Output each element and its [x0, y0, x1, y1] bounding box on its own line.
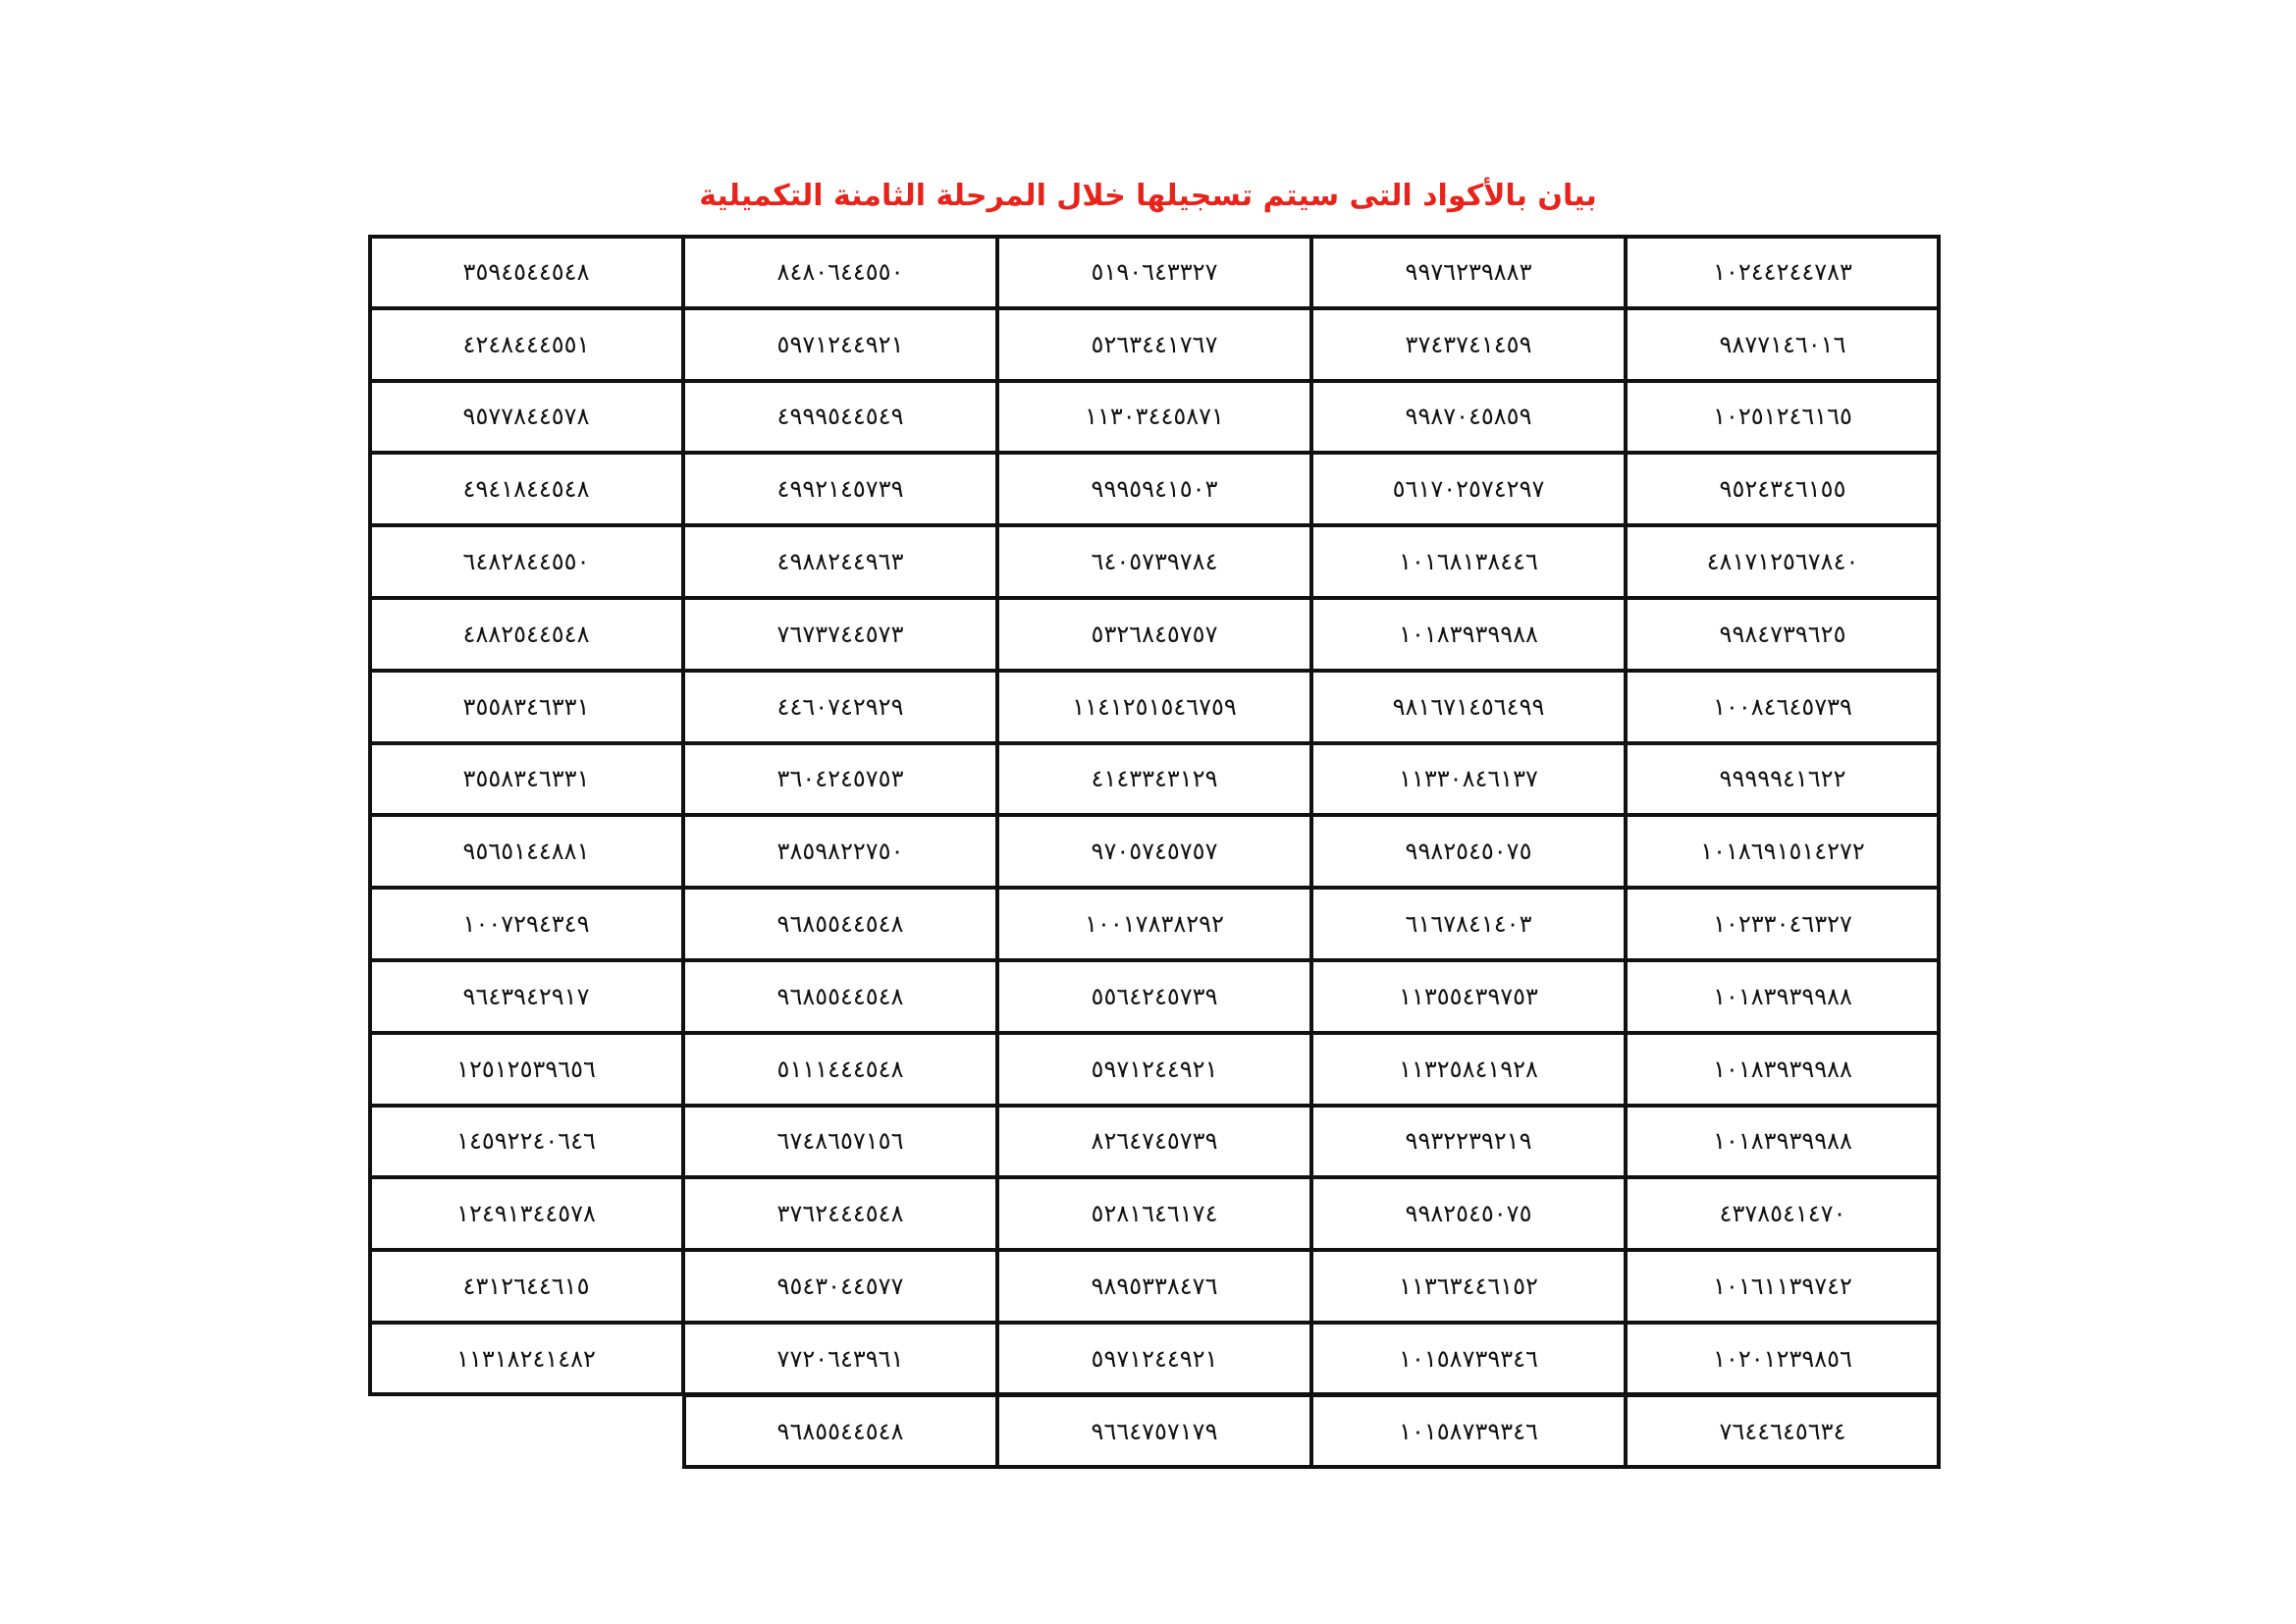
- table-cell: ٩٩٨٤٧٣٩٦٢٥: [1626, 598, 1940, 671]
- table-cell: ١١٣٢٥٨٤١٩٢٨: [1311, 1033, 1626, 1106]
- table-cell: ١١٣٠٣٤٤٥٨٧١: [997, 381, 1311, 454]
- table-cell: ٣٧٦٢٤٤٤٥٤٨: [683, 1177, 997, 1250]
- table-cell: ٤٣١٢٦٤٤٦١٥: [369, 1250, 683, 1323]
- table-cell: ١٠١٦٨١٣٨٤٤٦: [1311, 525, 1626, 598]
- table-cell: ١٠٠٨٤٦٤٥٧٣٩: [1626, 671, 1940, 743]
- table-cell: ٩٩٩٥٩٤١٥٠٣: [997, 453, 1311, 525]
- table-cell: ١٠١٨٣٩٣٩٩٨٨: [1626, 1106, 1940, 1178]
- page-title: بيان بالأكواد التى سيتم تسجيلها خلال المرحلة الثامنة التكميلية: [699, 179, 1597, 213]
- table-cell: ٧٧٢٠٦٤٣٩٦١: [683, 1323, 997, 1395]
- table-cell: ٤٨٨٢٥٤٤٥٤٨: [369, 598, 683, 671]
- table-cell: ١٠٠٧٢٩٤٣٤٩: [369, 888, 683, 960]
- table-cell: ٩٦٨٥٥٤٤٥٤٨: [683, 960, 997, 1033]
- table-cell: ٣٥٥٨٣٤٦٣٣١: [369, 743, 683, 816]
- table-cell: ١٢٤٩١٣٤٤٥٧٨: [369, 1177, 683, 1250]
- table-cell: ٥١٩٠٦٤٣٣٢٧: [997, 236, 1311, 308]
- table-cell: ١٠٠١٧٨٣٨٢٩٢: [997, 888, 1311, 960]
- table-cell: ٤٩٨٨٢٤٤٩٦٣: [683, 525, 997, 598]
- table-cell: ٤٣٧٨٥٤١٤٧٠: [1626, 1177, 1940, 1250]
- table-cell: ٤٢٤٨٤٤٤٥٥١: [369, 308, 683, 381]
- table-cell: ٤٩٩٢١٤٥٧٣٩: [683, 453, 997, 525]
- table-cell: ٧٦٧٣٧٤٤٥٧٣: [683, 598, 997, 671]
- table-cell: ٣٨٥٩٨٢٢٧٥٠: [683, 815, 997, 888]
- table-cell: ١٠٢٥١٢٤٦١٦٥: [1626, 381, 1940, 454]
- table-cell: ٩٦٤٣٩٤٢٩١٧: [369, 960, 683, 1033]
- table-cell: ٣٥٥٨٣٤٦٣٣١: [369, 671, 683, 743]
- table-cell: ١٠٢٠١٢٣٩٨٥٦: [1626, 1323, 1940, 1395]
- table-cell: ١٠١٥٨٧٣٩٣٤٦: [1311, 1323, 1626, 1395]
- table-cell: ٩٥٧٧٨٤٤٥٧٨: [369, 381, 683, 454]
- table-cell: ٥٩٧١٢٤٤٩٢١: [997, 1033, 1311, 1106]
- table-cell: ٩٨٩٥٣٣٨٤٧٦: [997, 1250, 1311, 1323]
- table-cell: ٥٦١٧٠٢٥٧٤٢٩٧: [1311, 453, 1626, 525]
- table-cell: ٩٥٦٥١٤٤٨٨١: [369, 815, 683, 888]
- table-cell: ١٢٥١٢٥٣٩٦٥٦: [369, 1033, 683, 1106]
- table-cell: ٩٨١٦٧١٤٥٦٤٩٩: [1311, 671, 1626, 743]
- table-cell: ٧٦٤٤٦٤٥٦٣٤: [1626, 1395, 1940, 1468]
- table-cell: ١٠١٥٨٧٣٩٣٤٦: [1311, 1395, 1626, 1468]
- table-cell: ٩٩٨٢٥٤٥٠٧٥: [1311, 1177, 1626, 1250]
- table-cell: ٩٩٩٩٩٤١٦٢٢: [1626, 743, 1940, 816]
- table-cell: ٩٦٦٤٧٥٧١٧٩: [997, 1395, 1311, 1468]
- table-cell: ١١٣٥٥٤٣٩٧٥٣: [1311, 960, 1626, 1033]
- table-cell: ٦٤٠٥٧٣٩٧٨٤: [997, 525, 1311, 598]
- table-cell: ١١٣١٨٢٤١٤٨٢: [369, 1323, 683, 1395]
- table-cell: ٥٩٧١٢٤٤٩٢١: [997, 1323, 1311, 1395]
- table-cell: ٦٧٤٨٦٥٧١٥٦: [683, 1106, 997, 1178]
- table-cell: ٩٥٢٤٣٤٦١٥٥: [1626, 453, 1940, 525]
- table-cell: ١٤٥٩٢٢٤٠٦٤٦: [369, 1106, 683, 1178]
- table-cell: ٦١٦٧٨٤١٤٠٣: [1311, 888, 1626, 960]
- table-cell: ١٠١٨٦٩١٥١٤٢٧٢: [1626, 815, 1940, 888]
- table-cell: ٩٩٨٧٠٤٥٨٥٩: [1311, 381, 1626, 454]
- table-cell: ١٠١٨٣٩٣٩٩٨٨: [1311, 598, 1626, 671]
- table-cell: ٤٨١٧١٢٥٦٧٨٤٠: [1626, 525, 1940, 598]
- table-cell: ٩٩٧٦٢٣٩٨٨٣: [1311, 236, 1626, 308]
- table-cell: ٦٤٨٢٨٤٤٥٥٠: [369, 525, 683, 598]
- table-cell: ٤١٤٣٣٤٣١٢٩: [997, 743, 1311, 816]
- table-cell: ٤٤٦٠٧٤٢٩٢٩: [683, 671, 997, 743]
- table-cell: ٤٩٤١٨٤٤٥٤٨: [369, 453, 683, 525]
- table-cell: ٩٧٠٥٧٤٥٧٥٧: [997, 815, 1311, 888]
- table-cell: ٥٢٦٣٤٤١٧٦٧: [997, 308, 1311, 381]
- table-cell: ١١٤١٢٥١٥٤٦٧٥٩: [997, 671, 1311, 743]
- table-cell: ٥٣٢٦٨٤٥٧٥٧: [997, 598, 1311, 671]
- table-cell: ٩٩٣٢٢٣٩٢١٩: [1311, 1106, 1626, 1178]
- table-cell: ٣٥٩٤٥٤٤٥٤٨: [369, 236, 683, 308]
- table-cell: ٩٦٨٥٥٤٤٥٤٨: [683, 888, 997, 960]
- table-cell: ٤٩٩٩٥٤٤٥٤٩: [683, 381, 997, 454]
- table-cell: ١٠١٨٣٩٣٩٩٨٨: [1626, 1033, 1940, 1106]
- table-cell: ٩٥٤٣٠٤٤٥٧٧: [683, 1250, 997, 1323]
- codes-table: [369, 236, 1940, 1467]
- table-cell: ١٠١٨٣٩٣٩٩٨٨: [1626, 960, 1940, 1033]
- table-cell: ١٠١٦١١٣٩٧٤٢: [1626, 1250, 1940, 1323]
- table-cell: ٥١١١٤٤٤٥٤٨: [683, 1033, 997, 1106]
- table-cell: ٣٧٤٣٧٤١٤٥٩: [1311, 308, 1626, 381]
- table-cell: ٣٦٠٤٢٤٥٧٥٣: [683, 743, 997, 816]
- table-cell: ٩٦٨٥٥٤٤٥٤٨: [683, 1395, 997, 1468]
- table-cell: ١٠٢٣٣٠٤٦٣٢٧: [1626, 888, 1940, 960]
- table-cell: ٥٢٨١٦٤٦١٧٤: [997, 1177, 1311, 1250]
- table-cell: ٨٤٨٠٦٤٤٥٥٠: [683, 236, 997, 308]
- table-cell: ٨٢٦٤٧٤٥٧٣٩: [997, 1106, 1311, 1178]
- table-cell: ١١٣٣٠٨٤٦١٣٧: [1311, 743, 1626, 816]
- table-cell: ٩٨٧٧١٤٦٠١٦: [1626, 308, 1940, 381]
- table-cell: ٩٩٨٢٥٤٥٠٧٥: [1311, 815, 1626, 888]
- table-cell: ٥٩٧١٢٤٤٩٢١: [683, 308, 997, 381]
- table-cell: ٥٥٦٤٢٤٥٧٣٩: [997, 960, 1311, 1033]
- table-cell: ١١٣٦٣٤٤٦١٥٢: [1311, 1250, 1626, 1323]
- table-cell: ١٠٢٤٤٢٤٤٧٨٣: [1626, 236, 1940, 308]
